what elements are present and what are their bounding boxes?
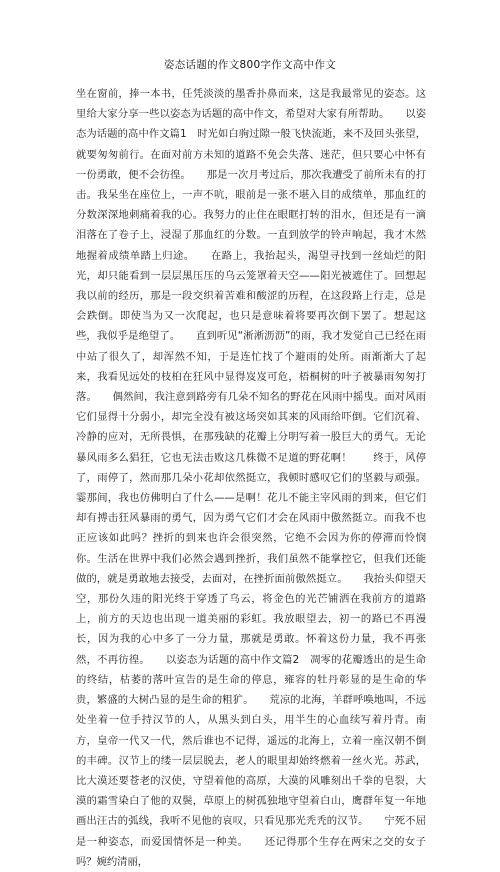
document-title: 姿态话题的作文800字作文高中作文: [163, 59, 337, 71]
document-body: 坐在窗前，捧一本书，任凭淡淡的墨香扑鼻而来，这是我最常见的姿态。这里给大家分享一些以姿态为话题的高中作文，希望对大家有所帮助。 以姿态为话题的高中作文篇1 时光如白驹过隙一般飞快流逝，来不及回头张望，就要匆匆前行。在面对前方未知的道路不免会失落、迷茫，但只要心中怀有一份勇敢，便不会彷徨。 那是一次月考过后，那次我遭受了前所未有的打击。我呆坐在座位上，一声不吭，眼前是一张不堪入目的成绩单，那血红的分数深深地刺痛着我的心。我努力的止住在眼眶打转的泪水，但还是有一滴泪落在了卷子上，浸湿了那血红的分数。一直到放学的铃声响起，我才木然地握着成绩单踏上归途。 在路上，我抬起头，渴望寻找到一丝灿烂的阳光，却只能看到一层层黑压压的乌云笼罩着天空——阳光被遮住了。回想起我以前的经历，那是一段交织着苦难和酸涩的历程，在这段路上行走，总是会跌倒。即使当为又一次爬起，也只是意味着将要再次倒下罢了。想起这些，我似乎是绝望了。 直到听见“淅淅沥沥”的雨，我才发觉自己已经在雨中站了很久了，却浑然不知，于是连忙找了个避雨的处所。雨渐渐大了起来，我看见远处的枝桕在狂风中显得岌岌可危，梧桐树的叶子被暴雨匆匆打落。 偶然间，我注意到路旁有几朵不知名的野花在风雨中摇曳。面对风雨它们显得十分弱小，却完全没有被这场突如其来的风雨给吓倒。它们沉着、冷静的应对，无所畏惧，在那残缺的花瓣上分明写着一股巨大的勇气。无论暴风雨多么猖狂，它也无法击败这几株微不足道的野花啊！ 终于，风停了，雨停了，然而那几朵小花却依然挺立，我顿时感叹它们的坚毅与顽强。霎那间，我也仿佛明白了什么——是啊！花儿不能主宰风雨的到来，但它们却有搏击狂风暴雨的勇气，因为勇气它们才会在风雨中傲然挺立。而我不也正应该如此吗？挫折的到来也许会很突然，它绝不会因为你的停滞而怜悯你。生活在世界中我们必然会遇到挫折，我们虽然不能掌控它，但我们还能做的，就是勇敢地去接受，去面对，在挫折面前傲然挺立。 我抬头仰望天空，那份久违的阳光终于穿透了乌云，将金色的光芒铺洒在我前方的道路上，前方的天边也出现一道美丽的彩虹。我放眼望去，初一的路已不再漫长，因为我的心中多了一分力量，那就是勇敢。怀着这份力量，我不再张然，不再彷徨。 以姿态为话题的高中作文篇2 凋零的花瓣透出的是生命的终结，枯萎的落叶宣告的是生命的停息，雍容的牡丹彰显的是生命的华贵，繁盛的大树凸显的是生命的粗犷。 荒凉的北海，羊群呼唤地叫，不远处坐着一位手持汉节的人，从黑头到白头，用半生的心血续写着丹青。南方，皇帝一代又一代，然后谁也不记得，遥远的北海上，立着一座汉朝不倒的丰碑。汉节上的缕一层层脱去，老人的眼里却始终燃着一丝火光。苏武，比大漠还要苍老的汉使，守望着他的高原，大漠的风雕刻出千拳的皂裂，大漠的霜雪染白了他的双鬓，草原上的树孤独地守望着白山，鹰群年复一年地画出汪古的弧线，我听不见他的哀叹，只看见那光秃秃的汉节。 宁死不屈是一种姿态，而爱国情怀是一种美。 还记得那个生存在两宋之交的女子吗？婉约清丽，: [76, 88, 426, 868]
